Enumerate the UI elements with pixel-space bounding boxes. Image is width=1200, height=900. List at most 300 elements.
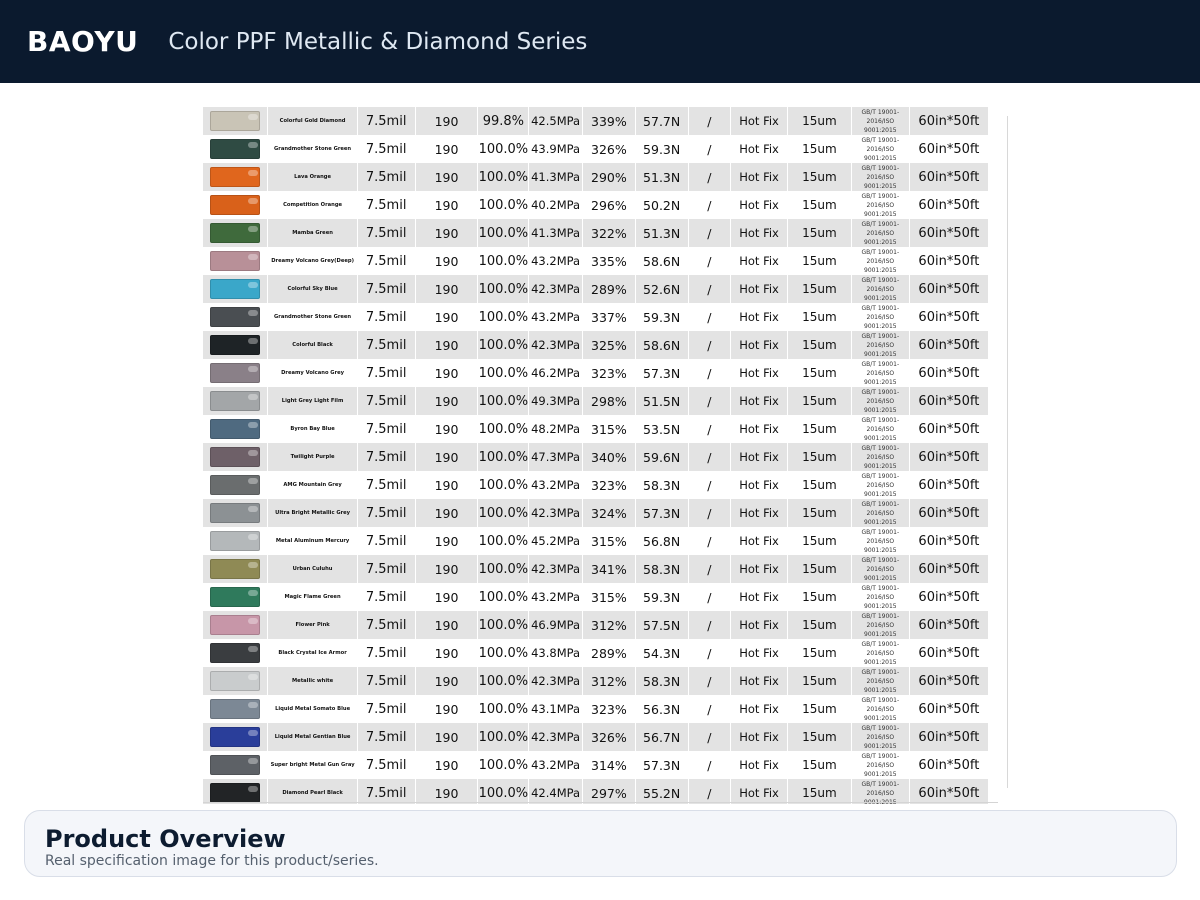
roll-size-cell: 60in*50ft	[909, 163, 988, 191]
tensile-strength-cell: 41.3MPa	[529, 163, 583, 191]
adhesive-cell: Hot Fix	[731, 275, 788, 303]
film-sample-swatch	[210, 111, 260, 131]
transmittance-cell: 100.0%	[478, 527, 529, 555]
adhesive-cell: Hot Fix	[731, 471, 788, 499]
thickness-cell: 7.5mil	[357, 695, 415, 723]
color-swatch-cell	[203, 471, 268, 499]
peel-strength-cell: 57.7N	[635, 107, 688, 135]
transmittance-cell: 100.0%	[478, 135, 529, 163]
peel-strength-cell: 58.3N	[635, 555, 688, 583]
coating-cell: 15um	[787, 639, 851, 667]
na-cell: /	[688, 275, 731, 303]
standard-cell: GB/T 19001-2016/ISO 9001:2015	[851, 387, 909, 415]
standard-cell: GB/T 19001-2016/ISO 9001:2015	[851, 583, 909, 611]
na-cell: /	[688, 331, 731, 359]
peel-strength-cell: 57.3N	[635, 359, 688, 387]
na-cell: /	[688, 695, 731, 723]
thickness-cell: 7.5mil	[357, 723, 415, 751]
film-sample-swatch	[210, 167, 260, 187]
coating-cell: 15um	[787, 331, 851, 359]
coating-cell: 15um	[787, 471, 851, 499]
na-cell: /	[688, 387, 731, 415]
transmittance-cell: 100.0%	[478, 191, 529, 219]
transmittance-cell: 100.0%	[478, 303, 529, 331]
film-sample-swatch	[210, 363, 260, 383]
gloss-cell: 190	[415, 723, 478, 751]
elongation-cell: 298%	[583, 387, 636, 415]
color-swatch-cell	[203, 751, 268, 779]
standard-cell: GB/T 19001-2016/ISO 9001:2015	[851, 415, 909, 443]
product-name-cell: Grandmother Stone Green	[268, 135, 357, 163]
peel-strength-cell: 51.3N	[635, 219, 688, 247]
product-name-cell: Metallic white	[268, 667, 357, 695]
color-swatch-cell	[203, 555, 268, 583]
peel-strength-cell: 58.3N	[635, 471, 688, 499]
peel-strength-cell: 58.6N	[635, 247, 688, 275]
transmittance-cell: 100.0%	[478, 555, 529, 583]
adhesive-cell: Hot Fix	[731, 219, 788, 247]
adhesive-cell: Hot Fix	[731, 611, 788, 639]
na-cell: /	[688, 583, 731, 611]
thickness-cell: 7.5mil	[357, 667, 415, 695]
elongation-cell: 312%	[583, 667, 636, 695]
peel-strength-cell: 53.5N	[635, 415, 688, 443]
na-cell: /	[688, 667, 731, 695]
product-name-cell: Diamond Pearl Black	[268, 779, 357, 804]
peel-strength-cell: 55.2N	[635, 779, 688, 804]
peel-strength-cell: 58.3N	[635, 667, 688, 695]
adhesive-cell: Hot Fix	[731, 667, 788, 695]
table-row	[203, 387, 989, 415]
table-row	[203, 135, 989, 163]
elongation-cell: 296%	[583, 191, 636, 219]
adhesive-cell: Hot Fix	[731, 387, 788, 415]
roll-size-cell: 60in*50ft	[909, 219, 988, 247]
roll-size-cell: 60in*50ft	[909, 611, 988, 639]
table-row	[203, 667, 989, 695]
table-row	[203, 555, 989, 583]
color-swatch-cell	[203, 163, 268, 191]
roll-size-cell: 60in*50ft	[909, 527, 988, 555]
product-name-cell: Dreamy Volcano Grey	[268, 359, 357, 387]
thickness-cell: 7.5mil	[357, 247, 415, 275]
specification-image	[203, 107, 993, 804]
gloss-cell: 190	[415, 667, 478, 695]
thickness-cell: 7.5mil	[357, 415, 415, 443]
coating-cell: 15um	[787, 667, 851, 695]
film-sample-swatch	[210, 755, 260, 775]
color-swatch-cell	[203, 639, 268, 667]
elongation-cell: 323%	[583, 695, 636, 723]
tensile-strength-cell: 43.2MPa	[529, 303, 583, 331]
peel-strength-cell: 54.3N	[635, 639, 688, 667]
color-swatch-cell	[203, 527, 268, 555]
color-swatch-cell	[203, 583, 268, 611]
transmittance-cell: 100.0%	[478, 499, 529, 527]
film-sample-swatch	[210, 503, 260, 523]
gloss-cell: 190	[415, 191, 478, 219]
peel-strength-cell: 59.6N	[635, 443, 688, 471]
table-row	[203, 247, 989, 275]
tensile-strength-cell: 43.2MPa	[529, 751, 583, 779]
peel-strength-cell: 59.3N	[635, 303, 688, 331]
standard-cell: GB/T 19001-2016/ISO 9001:2015	[851, 751, 909, 779]
coating-cell: 15um	[787, 275, 851, 303]
na-cell: /	[688, 135, 731, 163]
color-swatch-cell	[203, 191, 268, 219]
color-swatch-cell	[203, 499, 268, 527]
standard-cell: GB/T 19001-2016/ISO 9001:2015	[851, 107, 909, 135]
standard-cell: GB/T 19001-2016/ISO 9001:2015	[851, 471, 909, 499]
transmittance-cell: 100.0%	[478, 751, 529, 779]
table-row	[203, 527, 989, 555]
tensile-strength-cell: 43.2MPa	[529, 247, 583, 275]
tensile-strength-cell: 45.2MPa	[529, 527, 583, 555]
standard-cell: GB/T 19001-2016/ISO 9001:2015	[851, 611, 909, 639]
peel-strength-cell: 50.2N	[635, 191, 688, 219]
coating-cell: 15um	[787, 303, 851, 331]
product-overview-card	[24, 810, 1177, 877]
roll-size-cell: 60in*50ft	[909, 499, 988, 527]
coating-cell: 15um	[787, 387, 851, 415]
tensile-strength-cell: 47.3MPa	[529, 443, 583, 471]
color-swatch-cell	[203, 275, 268, 303]
na-cell: /	[688, 303, 731, 331]
transmittance-cell: 100.0%	[478, 471, 529, 499]
standard-cell: GB/T 19001-2016/ISO 9001:2015	[851, 247, 909, 275]
transmittance-cell: 99.8%	[478, 107, 529, 135]
na-cell: /	[688, 723, 731, 751]
color-swatch-cell	[203, 667, 268, 695]
film-sample-swatch	[210, 671, 260, 691]
color-swatch-cell	[203, 723, 268, 751]
peel-strength-cell: 57.5N	[635, 611, 688, 639]
thickness-cell: 7.5mil	[357, 331, 415, 359]
roll-size-cell: 60in*50ft	[909, 415, 988, 443]
elongation-cell: 297%	[583, 779, 636, 804]
table-row	[203, 415, 989, 443]
product-name-cell: AMG Mountain Grey	[268, 471, 357, 499]
film-sample-swatch	[210, 307, 260, 327]
adhesive-cell: Hot Fix	[731, 723, 788, 751]
roll-size-cell: 60in*50ft	[909, 723, 988, 751]
adhesive-cell: Hot Fix	[731, 415, 788, 443]
roll-size-cell: 60in*50ft	[909, 639, 988, 667]
na-cell: /	[688, 163, 731, 191]
adhesive-cell: Hot Fix	[731, 303, 788, 331]
film-sample-swatch	[210, 699, 260, 719]
tensile-strength-cell: 46.9MPa	[529, 611, 583, 639]
product-name-cell: Grandmother Stone Green	[268, 303, 357, 331]
roll-size-cell: 60in*50ft	[909, 751, 988, 779]
spec-table	[203, 107, 989, 804]
standard-cell: GB/T 19001-2016/ISO 9001:2015	[851, 359, 909, 387]
table-row	[203, 163, 989, 191]
gloss-cell: 190	[415, 275, 478, 303]
na-cell: /	[688, 471, 731, 499]
color-swatch-cell	[203, 359, 268, 387]
color-swatch-cell	[203, 695, 268, 723]
color-swatch-cell	[203, 415, 268, 443]
na-cell: /	[688, 639, 731, 667]
tensile-strength-cell: 42.3MPa	[529, 331, 583, 359]
elongation-cell: 340%	[583, 443, 636, 471]
film-sample-swatch	[210, 447, 260, 467]
adhesive-cell: Hot Fix	[731, 359, 788, 387]
standard-cell: GB/T 19001-2016/ISO 9001:2015	[851, 639, 909, 667]
transmittance-cell: 100.0%	[478, 359, 529, 387]
film-sample-swatch	[210, 419, 260, 439]
na-cell: /	[688, 527, 731, 555]
elongation-cell: 339%	[583, 107, 636, 135]
film-sample-swatch	[210, 643, 260, 663]
product-name-cell: Light Grey Light Film	[268, 387, 357, 415]
product-name-cell: Lava Orange	[268, 163, 357, 191]
tensile-strength-cell: 42.3MPa	[529, 723, 583, 751]
transmittance-cell: 100.0%	[478, 219, 529, 247]
na-cell: /	[688, 219, 731, 247]
elongation-cell: 326%	[583, 135, 636, 163]
coating-cell: 15um	[787, 443, 851, 471]
adhesive-cell: Hot Fix	[731, 779, 788, 804]
roll-size-cell: 60in*50ft	[909, 555, 988, 583]
thickness-cell: 7.5mil	[357, 499, 415, 527]
thickness-cell: 7.5mil	[357, 387, 415, 415]
roll-size-cell: 60in*50ft	[909, 107, 988, 135]
table-row	[203, 751, 989, 779]
adhesive-cell: Hot Fix	[731, 107, 788, 135]
tensile-strength-cell: 42.4MPa	[529, 779, 583, 804]
transmittance-cell: 100.0%	[478, 387, 529, 415]
standard-cell: GB/T 19001-2016/ISO 9001:2015	[851, 275, 909, 303]
elongation-cell: 323%	[583, 471, 636, 499]
peel-strength-cell: 56.7N	[635, 723, 688, 751]
standard-cell: GB/T 19001-2016/ISO 9001:2015	[851, 303, 909, 331]
spec-image-right-edge	[1007, 116, 1008, 788]
film-sample-swatch	[210, 195, 260, 215]
product-name-cell: Competition Orange	[268, 191, 357, 219]
coating-cell: 15um	[787, 695, 851, 723]
color-swatch-cell	[203, 611, 268, 639]
roll-size-cell: 60in*50ft	[909, 443, 988, 471]
table-row	[203, 107, 989, 135]
film-sample-swatch	[210, 475, 260, 495]
tensile-strength-cell: 42.5MPa	[529, 107, 583, 135]
adhesive-cell: Hot Fix	[731, 639, 788, 667]
color-swatch-cell	[203, 779, 268, 804]
thickness-cell: 7.5mil	[357, 443, 415, 471]
table-row	[203, 639, 989, 667]
transmittance-cell: 100.0%	[478, 583, 529, 611]
elongation-cell: 325%	[583, 331, 636, 359]
product-name-cell: Twilight Purple	[268, 443, 357, 471]
table-row	[203, 611, 989, 639]
elongation-cell: 312%	[583, 611, 636, 639]
standard-cell: GB/T 19001-2016/ISO 9001:2015	[851, 331, 909, 359]
thickness-cell: 7.5mil	[357, 219, 415, 247]
na-cell: /	[688, 779, 731, 804]
elongation-cell: 323%	[583, 359, 636, 387]
tensile-strength-cell: 42.3MPa	[529, 555, 583, 583]
table-row	[203, 471, 989, 499]
thickness-cell: 7.5mil	[357, 611, 415, 639]
tensile-strength-cell: 46.2MPa	[529, 359, 583, 387]
thickness-cell: 7.5mil	[357, 471, 415, 499]
roll-size-cell: 60in*50ft	[909, 275, 988, 303]
product-name-cell: Super bright Metal Gun Gray	[268, 751, 357, 779]
peel-strength-cell: 59.3N	[635, 135, 688, 163]
tensile-strength-cell: 43.8MPa	[529, 639, 583, 667]
coating-cell: 15um	[787, 415, 851, 443]
gloss-cell: 190	[415, 387, 478, 415]
film-sample-swatch	[210, 223, 260, 243]
gloss-cell: 190	[415, 443, 478, 471]
roll-size-cell: 60in*50ft	[909, 695, 988, 723]
coating-cell: 15um	[787, 751, 851, 779]
table-row	[203, 191, 989, 219]
table-row	[203, 331, 989, 359]
film-sample-swatch	[210, 615, 260, 635]
peel-strength-cell: 56.8N	[635, 527, 688, 555]
thickness-cell: 7.5mil	[357, 135, 415, 163]
product-name-cell: Colorful Sky Blue	[268, 275, 357, 303]
product-name-cell: Colorful Black	[268, 331, 357, 359]
adhesive-cell: Hot Fix	[731, 695, 788, 723]
na-cell: /	[688, 359, 731, 387]
tensile-strength-cell: 42.3MPa	[529, 667, 583, 695]
film-sample-swatch	[210, 139, 260, 159]
coating-cell: 15um	[787, 499, 851, 527]
elongation-cell: 335%	[583, 247, 636, 275]
tensile-strength-cell: 41.3MPa	[529, 219, 583, 247]
thickness-cell: 7.5mil	[357, 163, 415, 191]
roll-size-cell: 60in*50ft	[909, 667, 988, 695]
elongation-cell: 326%	[583, 723, 636, 751]
adhesive-cell: Hot Fix	[731, 247, 788, 275]
standard-cell: GB/T 19001-2016/ISO 9001:2015	[851, 163, 909, 191]
elongation-cell: 337%	[583, 303, 636, 331]
gloss-cell: 190	[415, 163, 478, 191]
coating-cell: 15um	[787, 163, 851, 191]
gloss-cell: 190	[415, 303, 478, 331]
roll-size-cell: 60in*50ft	[909, 191, 988, 219]
standard-cell: GB/T 19001-2016/ISO 9001:2015	[851, 135, 909, 163]
transmittance-cell: 100.0%	[478, 247, 529, 275]
tensile-strength-cell: 40.2MPa	[529, 191, 583, 219]
adhesive-cell: Hot Fix	[731, 499, 788, 527]
na-cell: /	[688, 499, 731, 527]
brand-logo-text[interactable]: BAOYU	[27, 25, 139, 58]
roll-size-cell: 60in*50ft	[909, 387, 988, 415]
transmittance-cell: 100.0%	[478, 695, 529, 723]
adhesive-cell: Hot Fix	[731, 443, 788, 471]
table-row	[203, 723, 989, 751]
coating-cell: 15um	[787, 723, 851, 751]
standard-cell: GB/T 19001-2016/ISO 9001:2015	[851, 191, 909, 219]
coating-cell: 15um	[787, 247, 851, 275]
na-cell: /	[688, 555, 731, 583]
gloss-cell: 190	[415, 331, 478, 359]
gloss-cell: 190	[415, 527, 478, 555]
product-name-cell: Mamba Green	[268, 219, 357, 247]
standard-cell: GB/T 19001-2016/ISO 9001:2015	[851, 499, 909, 527]
thickness-cell: 7.5mil	[357, 359, 415, 387]
color-swatch-cell	[203, 219, 268, 247]
table-row	[203, 219, 989, 247]
color-swatch-cell	[203, 107, 268, 135]
roll-size-cell: 60in*50ft	[909, 359, 988, 387]
adhesive-cell: Hot Fix	[731, 527, 788, 555]
product-name-cell: Metal Aluminum Mercury	[268, 527, 357, 555]
elongation-cell: 315%	[583, 527, 636, 555]
product-name-cell: Dreamy Volcano Grey(Deep)	[268, 247, 357, 275]
table-row	[203, 499, 989, 527]
tensile-strength-cell: 49.3MPa	[529, 387, 583, 415]
thickness-cell: 7.5mil	[357, 583, 415, 611]
thickness-cell: 7.5mil	[357, 303, 415, 331]
tensile-strength-cell: 42.3MPa	[529, 499, 583, 527]
peel-strength-cell: 56.3N	[635, 695, 688, 723]
gloss-cell: 190	[415, 639, 478, 667]
na-cell: /	[688, 611, 731, 639]
transmittance-cell: 100.0%	[478, 275, 529, 303]
peel-strength-cell: 52.6N	[635, 275, 688, 303]
elongation-cell: 341%	[583, 555, 636, 583]
product-name-cell: Black Crystal Ice Armor	[268, 639, 357, 667]
na-cell: /	[688, 751, 731, 779]
thickness-cell: 7.5mil	[357, 275, 415, 303]
product-name-cell: Magic Flame Green	[268, 583, 357, 611]
na-cell: /	[688, 191, 731, 219]
transmittance-cell: 100.0%	[478, 611, 529, 639]
coating-cell: 15um	[787, 555, 851, 583]
adhesive-cell: Hot Fix	[731, 135, 788, 163]
elongation-cell: 290%	[583, 163, 636, 191]
color-swatch-cell	[203, 443, 268, 471]
standard-cell: GB/T 19001-2016/ISO	[851, 779, 909, 804]
coating-cell: 15um	[787, 219, 851, 247]
adhesive-cell: Hot Fix	[731, 163, 788, 191]
table-row	[203, 695, 989, 723]
roll-size-cell: 60in*50ft	[909, 471, 988, 499]
na-cell: /	[688, 107, 731, 135]
product-name-cell: Ultra Bright Metallic Grey	[268, 499, 357, 527]
elongation-cell: 315%	[583, 583, 636, 611]
film-sample-swatch	[210, 251, 260, 271]
coating-cell: 15um	[787, 107, 851, 135]
roll-size-cell: 60in*50ft	[909, 135, 988, 163]
tensile-strength-cell: 43.2MPa	[529, 471, 583, 499]
standard-cell: GB/T 19001-2016/ISO 9001:2015	[851, 219, 909, 247]
thickness-cell: 7.5mil	[357, 191, 415, 219]
adhesive-cell: Hot Fix	[731, 191, 788, 219]
transmittance-cell: 100.0%	[478, 415, 529, 443]
color-swatch-cell	[203, 331, 268, 359]
film-sample-swatch	[210, 279, 260, 299]
transmittance-cell: 100.0%	[478, 779, 529, 804]
spec-image-bottom-edge	[203, 802, 998, 803]
peel-strength-cell: 51.3N	[635, 163, 688, 191]
gloss-cell: 190	[415, 107, 478, 135]
color-swatch-cell	[203, 247, 268, 275]
gloss-cell: 190	[415, 583, 478, 611]
transmittance-cell: 100.0%	[478, 331, 529, 359]
coating-cell: 15um	[787, 359, 851, 387]
standard-cell: GB/T 19001-2016/ISO 9001:2015	[851, 667, 909, 695]
film-sample-swatch	[210, 559, 260, 579]
thickness-cell: 7.5mil	[357, 107, 415, 135]
film-sample-swatch	[210, 391, 260, 411]
